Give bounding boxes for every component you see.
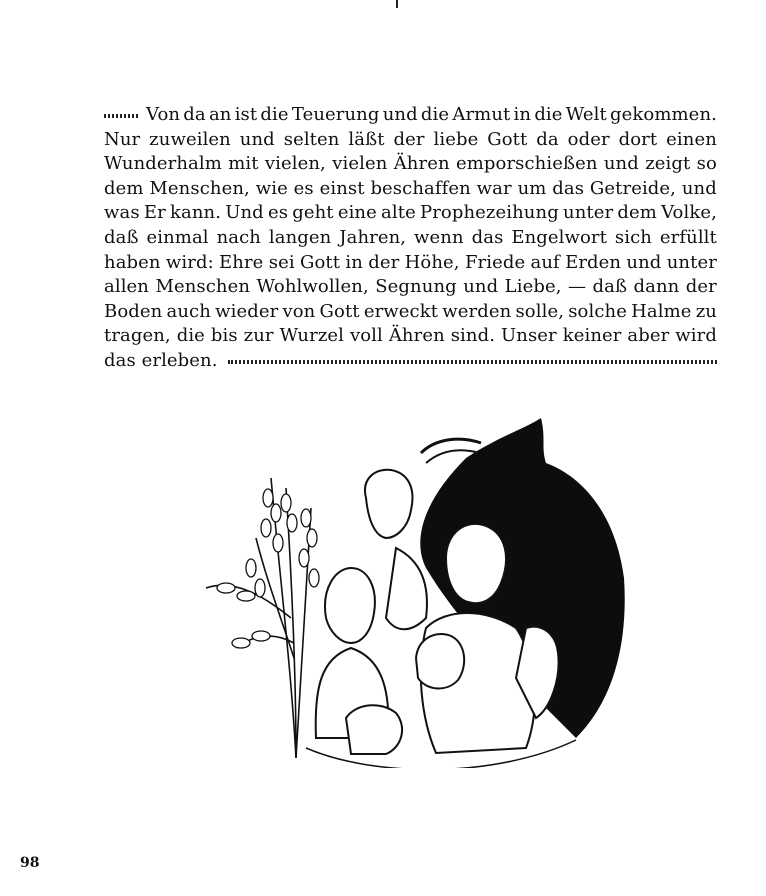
man-figure: [365, 470, 412, 538]
word: haben: [104, 251, 161, 273]
word: Erden: [565, 251, 622, 273]
word: aber: [627, 325, 670, 347]
word: daß: [592, 276, 628, 298]
line-text: das erleben.: [104, 349, 218, 371]
word: wird: [675, 325, 717, 347]
word: dann: [633, 276, 680, 298]
word: war: [476, 177, 512, 199]
word: Wunderhalm: [104, 153, 222, 175]
word: wird:: [165, 251, 214, 273]
word: —: [567, 276, 587, 298]
word: solche: [568, 300, 627, 322]
word: Getreide,: [589, 177, 676, 199]
word: Menschen: [155, 276, 251, 298]
word: das: [552, 177, 585, 199]
body-paragraph: [104, 104, 717, 375]
text-line: [104, 129, 717, 154]
word: einst: [319, 177, 365, 199]
word: in: [345, 251, 363, 273]
text-line: [104, 202, 717, 227]
word: dem: [617, 202, 657, 224]
word: Armut: [452, 104, 511, 125]
text-line: [104, 301, 717, 326]
word: der: [393, 128, 425, 150]
top-mark: [396, 0, 398, 8]
word: Boden: [104, 300, 163, 322]
word: an: [208, 104, 232, 125]
word: und: [382, 104, 418, 125]
word: mit: [228, 153, 259, 175]
word: und: [603, 153, 639, 175]
word: da: [183, 104, 206, 125]
wheat-and-family-illustration: [196, 418, 626, 768]
word: allen: [104, 276, 149, 298]
text-line: [104, 153, 717, 178]
word: von: [282, 300, 316, 322]
word: und: [463, 276, 499, 298]
word: Nur: [104, 128, 141, 150]
word: erfüllt: [659, 226, 717, 248]
word: Engelwort: [511, 226, 607, 248]
text-line: [104, 104, 717, 129]
word: die: [260, 104, 289, 125]
girl-figure: [325, 568, 375, 643]
word: zuweilen: [149, 128, 231, 150]
word: was: [104, 202, 140, 224]
word: keiner: [562, 325, 622, 347]
word: so: [696, 153, 717, 175]
word: erweckt: [363, 300, 439, 322]
word: Teuerung: [291, 104, 380, 125]
word: solle,: [515, 300, 565, 322]
word: die: [534, 104, 563, 125]
word: vielen,: [264, 153, 326, 175]
word: Gott: [299, 251, 341, 273]
word: läßt: [348, 128, 385, 150]
word: Von: [146, 104, 181, 125]
ornament-dots-trail: [228, 360, 717, 364]
word: Höhe,: [404, 251, 460, 273]
word: Welt: [565, 104, 607, 125]
word: nach: [216, 226, 261, 248]
text-line: [104, 276, 717, 301]
word: der: [685, 276, 717, 298]
word: tragen,: [104, 325, 171, 347]
word: gekommen.: [610, 104, 717, 125]
word: Und: [225, 202, 264, 224]
word: dort: [618, 128, 658, 150]
word: es: [293, 177, 314, 199]
word: werden: [442, 300, 512, 322]
word: Ehre: [219, 251, 264, 273]
word: und: [626, 251, 662, 273]
word: alte: [381, 202, 416, 224]
word: zur: [243, 325, 274, 347]
word: auf: [530, 251, 560, 273]
word: zu: [695, 300, 717, 322]
word: auch: [166, 300, 211, 322]
word: Segnung: [375, 276, 457, 298]
word: wieder: [215, 300, 279, 322]
page-number: 98: [20, 855, 40, 871]
word: um: [517, 177, 547, 199]
word: eine: [337, 202, 377, 224]
word: Ähren: [393, 153, 450, 175]
word: Prophezeihung: [420, 202, 559, 224]
word: das: [471, 226, 504, 248]
word: wie: [255, 177, 288, 199]
word: daß: [104, 226, 139, 248]
word: Gott: [319, 300, 360, 322]
word: und: [681, 177, 717, 199]
word: Liebe,: [504, 276, 562, 298]
word: es: [267, 202, 289, 224]
word: Unser: [501, 325, 557, 347]
word: und: [239, 128, 275, 150]
word: in: [513, 104, 532, 125]
word: selten: [283, 128, 340, 150]
word: emporschießen: [455, 153, 598, 175]
word: Friede: [464, 251, 526, 273]
word: zeigt: [645, 153, 691, 175]
word: ist: [234, 104, 258, 125]
word: die: [420, 104, 450, 125]
word: dem: [104, 177, 144, 199]
word: geht: [292, 202, 334, 224]
word: Er: [143, 202, 166, 224]
ornament-dots-lead: [104, 114, 138, 118]
text-line: [104, 252, 717, 277]
text-line-last: [104, 350, 717, 375]
word: Gott: [487, 128, 528, 150]
word: Menschen,: [149, 177, 250, 199]
word: Wohlwollen,: [256, 276, 369, 298]
word: liebe: [433, 128, 479, 150]
word: bis: [210, 325, 238, 347]
old-woman-figure: [446, 524, 506, 603]
word: die: [176, 325, 205, 347]
word: beschaffen: [370, 177, 471, 199]
word: da: [536, 128, 559, 150]
word: einmal: [146, 226, 209, 248]
word: vielen: [332, 153, 388, 175]
text-line: [104, 325, 717, 350]
word: Wurzel: [279, 325, 345, 347]
word: sind.: [450, 325, 496, 347]
word: langen: [268, 226, 332, 248]
word: unter: [563, 202, 614, 224]
word: voll: [349, 325, 383, 347]
word: oder: [567, 128, 610, 150]
text-line: [104, 227, 717, 252]
word: wenn: [414, 226, 464, 248]
word: sich: [614, 226, 652, 248]
word: Volke,: [661, 202, 717, 224]
word: Jahren,: [339, 226, 407, 248]
word: Halme: [631, 300, 692, 322]
text-line: [104, 178, 717, 203]
word: kann.: [169, 202, 222, 224]
line-text: [146, 104, 717, 125]
word: unter: [666, 251, 717, 273]
word: sei: [268, 251, 295, 273]
word: einen: [666, 128, 717, 150]
child-figure: [416, 634, 464, 688]
word: Ähren: [388, 325, 445, 347]
word: der: [368, 251, 400, 273]
